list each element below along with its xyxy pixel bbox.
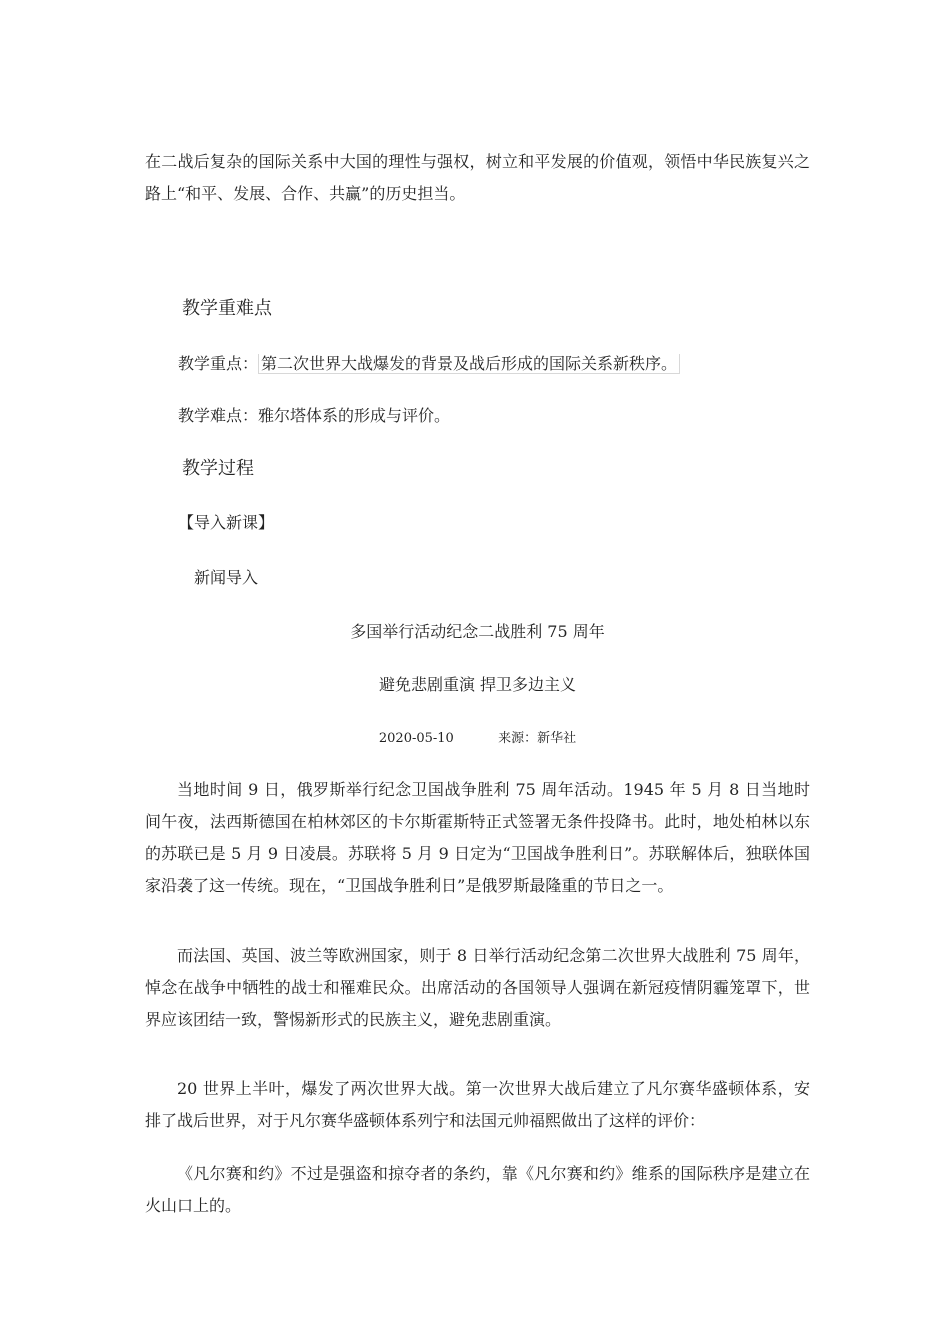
teaching-focus-text: 第二次世界大战爆发的背景及战后形成的国际关系新秩序。 xyxy=(258,354,680,374)
key-points-heading: 教学重难点 xyxy=(182,298,272,319)
news-paragraph: 当地时间 9 日，俄罗斯举行纪念卫国战争胜利 75 周年活动。1945 年 5 月 8 日当地时间午夜，法西斯德国在柏林郊区的卡尔斯霍斯特正式签署无条件投降书。此时，地处柏林以东的苏联已是 5 月 9 日凌晨。苏联将 5 月 9 日定为“卫国战争胜利日”。苏联解体后，独联体国家沿袭了这一传统。现在，“卫国战争胜利日”是俄罗斯最隆重的节日之一。 xyxy=(145,780,810,895)
news-source: 来源：新华社 xyxy=(498,731,577,746)
teaching-focus xyxy=(178,352,680,376)
news-intro-label: 新闻导入 xyxy=(194,568,259,587)
quote-paragraph: 《凡尔赛和约》不过是强盗和掠夺者的条约，靠《凡尔赛和约》维系的国际秩序是建立在火山口上的。 xyxy=(145,1164,810,1215)
teaching-focus-label: 教学重点： xyxy=(178,354,259,373)
teaching-difficulty: 教学难点：雅尔塔体系的形成与评价。 xyxy=(178,406,451,425)
teaching-process-heading: 教学过程 xyxy=(182,458,254,479)
news-date: 2020-05-10 xyxy=(378,731,454,746)
news-subtitle: 避免悲剧重演 捍卫多边主义 xyxy=(378,675,577,694)
section-label: 【导入新课】 xyxy=(178,513,275,532)
news-paragraph: 20 世界上半叶，爆发了两次世界大战。第一次世界大战后建立了凡尔赛华盛顿体系，安排了战后世界，对于凡尔赛华盛顿体系列宁和法国元帅福熙做出了这样的评价： xyxy=(145,1079,810,1130)
news-paragraph: 而法国、英国、波兰等欧洲国家，则于 8 日举行活动纪念第二次世界大战胜利 75 周年，悼念在战争中牺牲的战士和罹难民众。出席活动的各国领导人强调在新冠疫情阴霾笼罩下，世界应该团结一致，警惕新形式的民族主义，避免悲剧重演。 xyxy=(145,946,810,1029)
news-meta xyxy=(145,729,810,749)
objective-continuation: 在二战后复杂的国际关系中大国的理性与强权，树立和平发展的价值观，领悟中华民族复兴之路上“和平、发展、合作、共赢”的历史担当。 xyxy=(145,152,810,203)
news-title: 多国举行活动纪念二战胜利 75 周年 xyxy=(350,622,605,641)
